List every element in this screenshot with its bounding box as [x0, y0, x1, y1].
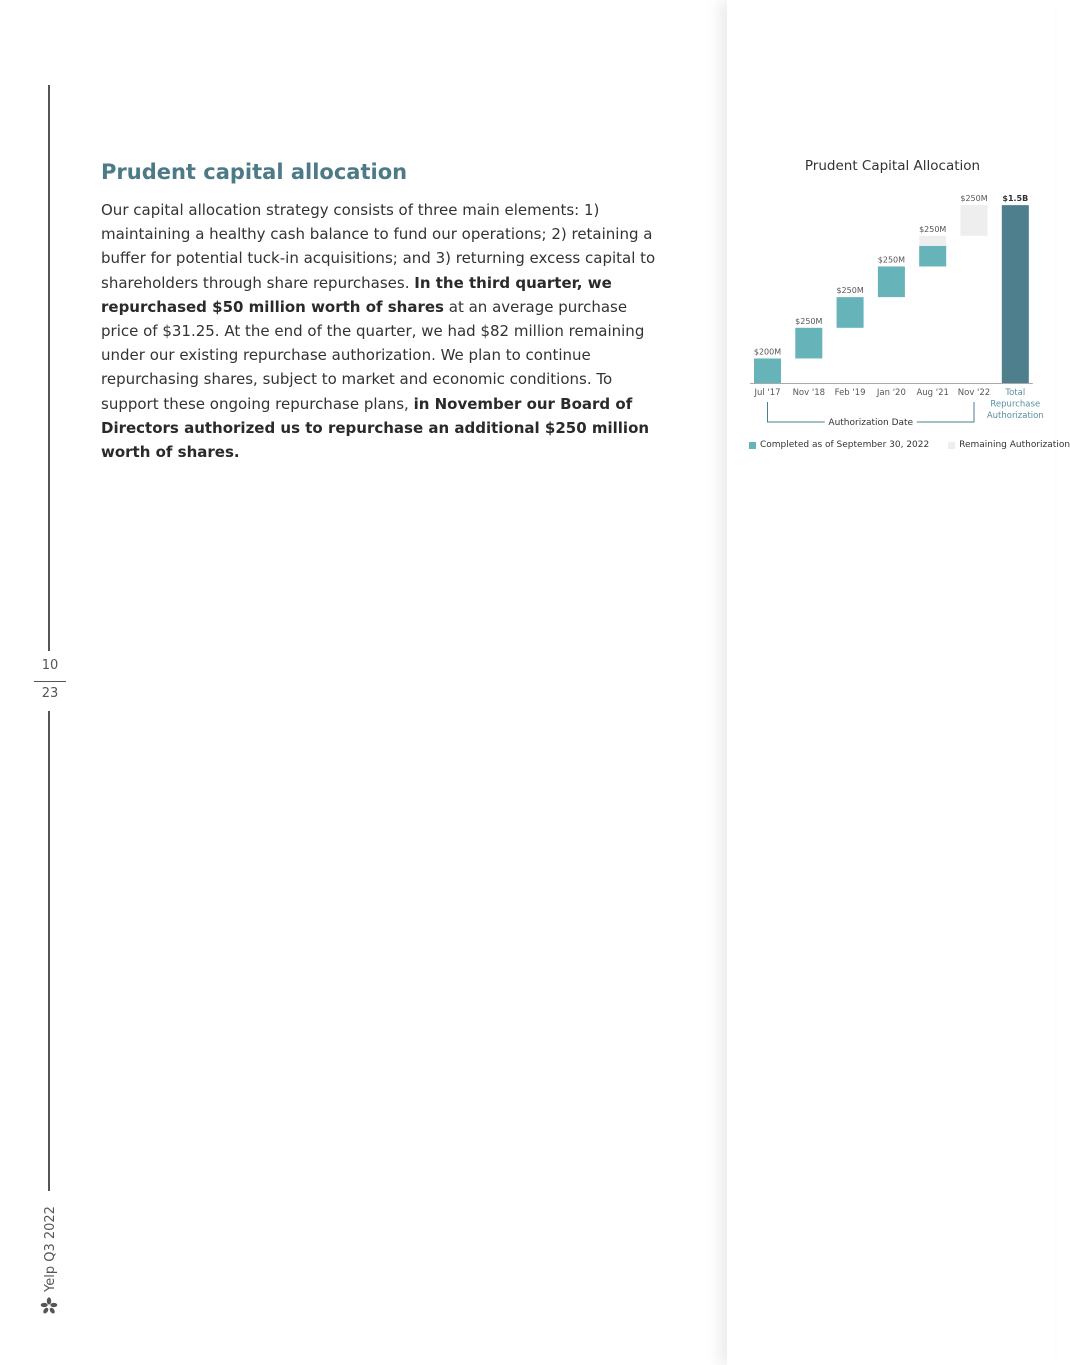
page-number-current: 10 [41, 658, 59, 673]
body-paragraph [101, 198, 661, 464]
bar-remaining-4 [919, 236, 946, 246]
x-tick-label-0: Jul '17 [754, 388, 781, 398]
brand-label: Yelp Q3 2022 [43, 1206, 58, 1292]
x-tick-label-2: Feb '19 [834, 388, 866, 398]
bar-total-value-label: $1.5B [1002, 194, 1029, 204]
bar-value-label-4: $250M [919, 224, 947, 234]
bar-remaining-5 [961, 205, 988, 236]
body-highlight: In the third quarter, we repurchased $50 million worth of shares [101, 273, 612, 316]
bar-completed-4 [919, 246, 946, 267]
chart-title: Prudent Capital Allocation [804, 158, 981, 174]
body-highlight: in November our Board of Directors authorized us to repurchase an additional $250 million worth of shares. [101, 394, 650, 462]
x-axis-title: Authorization Date [828, 418, 914, 428]
rail-line-top [48, 85, 50, 651]
section-title: Prudent capital allocation [101, 160, 408, 184]
page-number-divider [34, 681, 66, 682]
yelp-burst-icon [40, 1297, 58, 1315]
capital-allocation-chart [740, 182, 1050, 437]
bar-value-label-1: $250M [795, 316, 823, 326]
page-rail [0, 0, 100, 1365]
bar-value-label-2: $250M [836, 286, 864, 296]
x-tick-label-5: Nov '22 [957, 388, 991, 398]
bar-value-label-0: $200M [753, 347, 782, 357]
x-tick-label-3: Jan '20 [876, 388, 906, 398]
bar-completed-3 [878, 266, 905, 297]
rail-line-bottom [48, 711, 50, 1191]
x-tick-label-total-0: Total [1005, 388, 1026, 398]
legend-swatch-remaining [948, 442, 955, 449]
bar-value-label-3: $250M [877, 255, 906, 265]
x-tick-label-total-1: Repurchase [990, 399, 1041, 410]
body-text-run: at an average purchase price of $31.25. At the end of the quarter, we had $82 million remaining under our existing repurchase authorization. We plan to continue repurchasing shares, subject to market and economic conditions. To support these ongoing repurchase plans, [101, 297, 645, 413]
body-text-run: Our capital allocation strategy consists of three main elements: 1) maintaining a healthy cash balance to fund our operations; 2) retaining a buffer for potential tuck-in acquisitions; and 3) returning excess capital to shareholders through share repurchases. [101, 201, 656, 292]
x-tick-label-total-2: Authorization [986, 411, 1044, 421]
legend-item-remaining [948, 440, 1070, 450]
x-tick-label-4: Aug '21 [916, 388, 949, 398]
bar-total [1002, 205, 1029, 383]
main-content [101, 160, 661, 464]
page-number-total: 23 [41, 686, 59, 701]
legend-label-completed: Completed as of September 30, 2022 [760, 440, 930, 450]
x-tick-label-1: Nov '18 [792, 388, 826, 398]
chart-legend [749, 440, 1070, 452]
bar-completed-1 [795, 328, 822, 359]
bar-completed-0 [754, 358, 781, 383]
legend-label-remaining: Remaining Authorization [959, 440, 1070, 450]
bar-completed-2 [837, 297, 864, 328]
legend-item-completed [749, 440, 929, 450]
legend-swatch-completed [749, 442, 756, 449]
bar-value-label-5: $250M [960, 194, 988, 204]
